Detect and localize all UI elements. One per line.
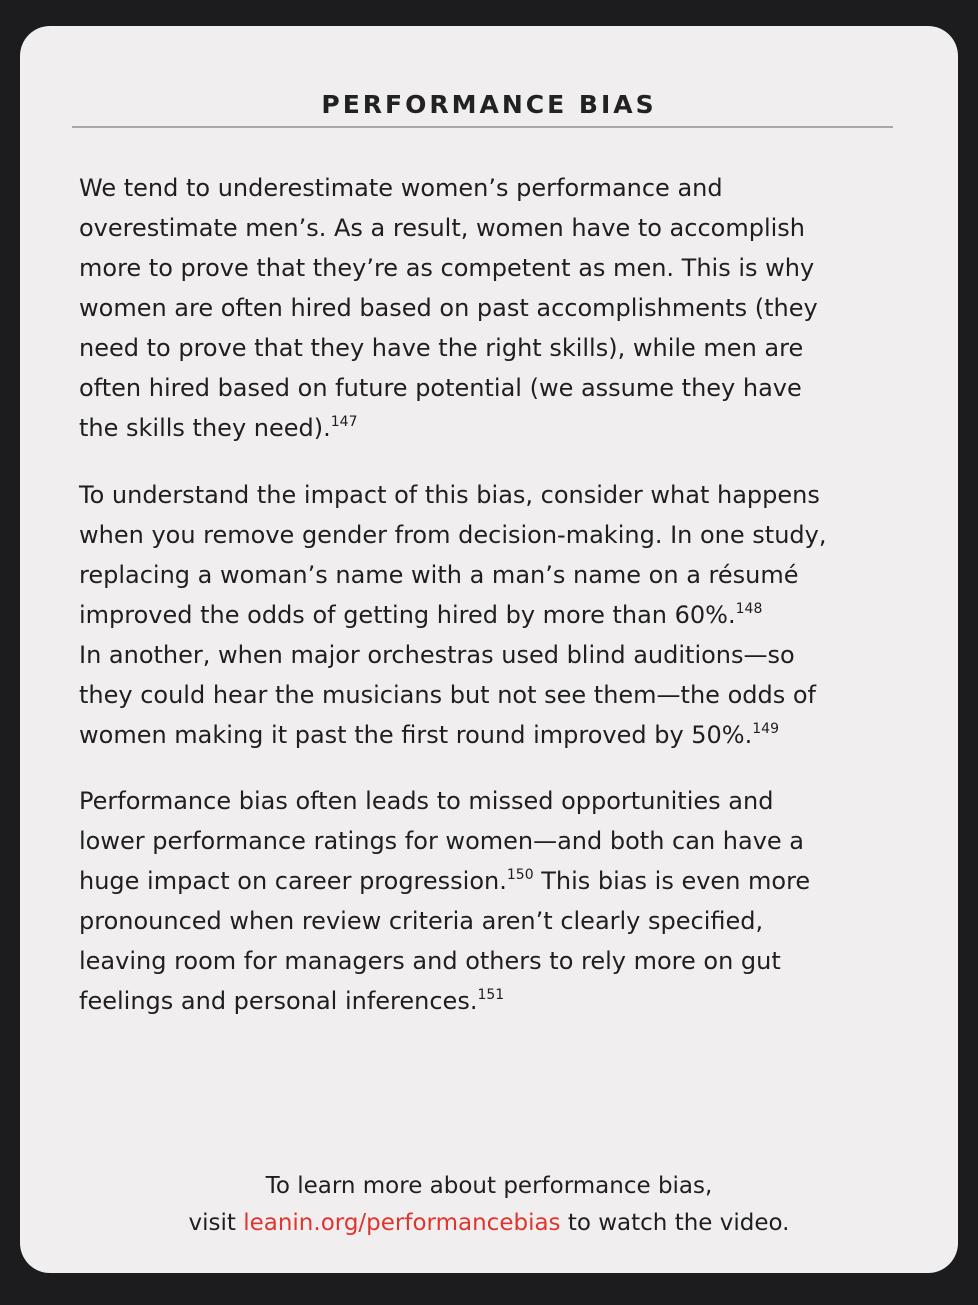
paragraph-line: In another, when major orchestras used blind auditions—so: [79, 641, 795, 669]
paragraph-text: feelings and personal inferences.: [79, 987, 478, 1015]
paragraph-line: [79, 408, 909, 448]
paragraph-line: To understand the impact of this bias, consider what happens: [79, 481, 820, 509]
paragraph-line: when you remove gender from decision-making. In one study,: [79, 521, 827, 549]
paragraph-3: [79, 781, 909, 1021]
paragraph-line: [79, 861, 909, 901]
paragraph-line: replacing a woman’s name with a man’s name on a résumé: [79, 561, 799, 589]
content-card: [20, 26, 958, 1273]
paragraph-text: improved the odds of getting hired by more than 60%.: [79, 601, 736, 629]
footnote-marker: 151: [477, 987, 505, 1003]
paragraph-line: women are often hired based on past accomplishments (they: [79, 294, 818, 322]
paragraph-line: [79, 981, 909, 1021]
footer-line: [20, 1205, 958, 1242]
paragraph-line: leaving room for managers and others to rely more on gut: [79, 947, 781, 975]
paragraph-line: [79, 715, 909, 755]
footer-suffix: to watch the video.: [560, 1210, 790, 1236]
paragraph-line: overestimate men’s. As a result, women have to accomplish: [79, 214, 805, 242]
paragraph-line: more to prove that they’re as competent as men. This is why: [79, 254, 815, 282]
footnote-marker: 147: [330, 414, 358, 430]
footnote-marker: 149: [752, 721, 779, 737]
paragraph-line: [79, 595, 909, 635]
paragraph-line: need to prove that they have the right skills), while men are: [79, 334, 804, 362]
paragraph-text: women making it past the first round improved by 50%.: [79, 721, 753, 749]
footnote-marker: 150: [506, 867, 534, 883]
paragraph-line: Performance bias often leads to missed opportunities and: [79, 787, 774, 815]
paragraph-2: [79, 475, 909, 755]
paragraph-1: [79, 168, 909, 448]
paragraph-line: pronounced when review criteria aren’t clearly specified,: [79, 907, 764, 935]
paragraph-line: often hired based on future potential (we assume they have: [79, 374, 802, 402]
footer-prefix: visit: [188, 1210, 244, 1236]
paragraph-text: huge impact on career progression.: [79, 867, 507, 895]
page-title: PERFORMANCE BIAS: [321, 90, 657, 119]
paragraph-line: We tend to underestimate women’s performance and: [79, 174, 723, 202]
paragraph-text: This bias is even more: [533, 867, 811, 895]
paragraph-line: lower performance ratings for women—and both can have a: [79, 827, 805, 855]
paragraph-line: they could hear the musicians but not see them—the odds of: [79, 681, 816, 709]
footer-callout: [20, 1168, 958, 1242]
paragraph-text: the skills they need).: [79, 414, 331, 442]
title-divider: [72, 126, 893, 128]
video-link[interactable]: leanin.org/performancebias: [243, 1210, 561, 1236]
footer-line: To learn more about performance bias,: [265, 1173, 713, 1199]
footnote-marker: 148: [735, 601, 763, 617]
